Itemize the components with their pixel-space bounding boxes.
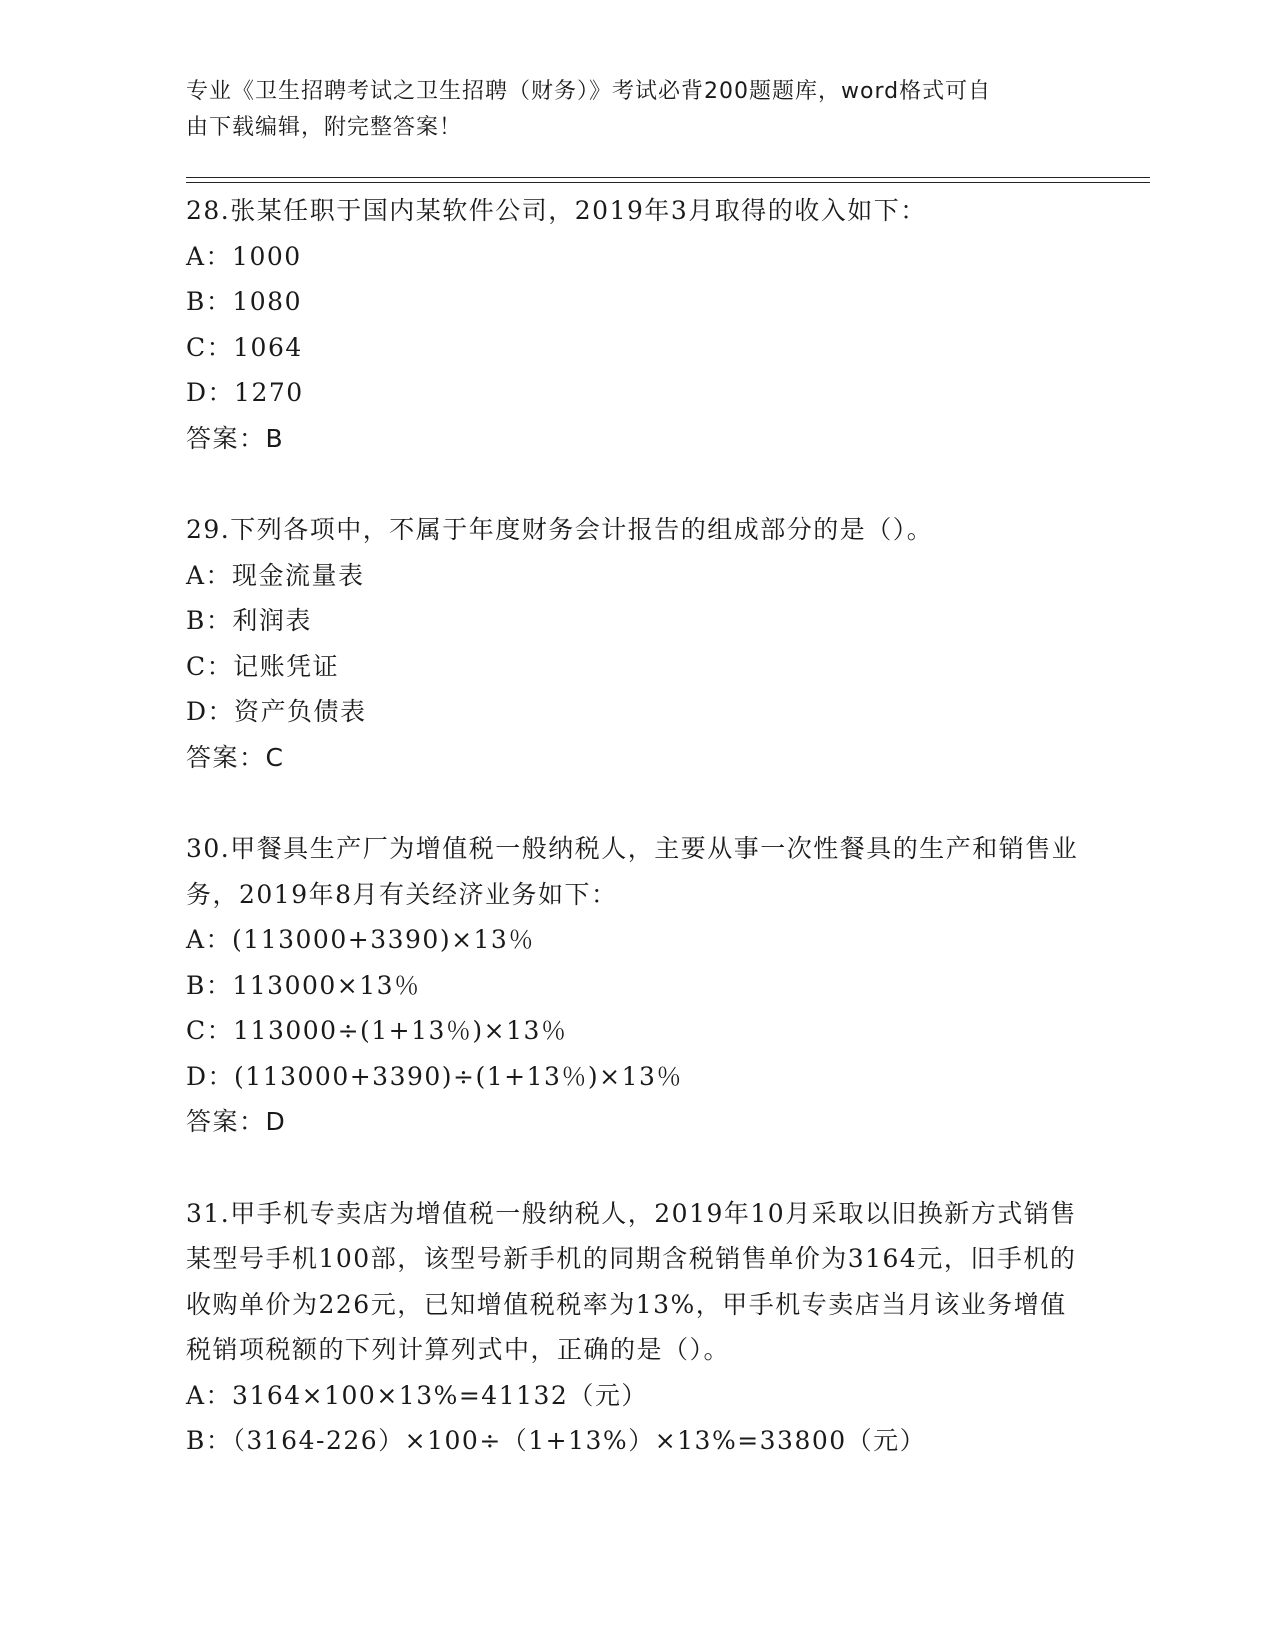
question-text: 29.下列各项中，不属于年度财务会计报告的组成部分的是（）。 [186,515,934,544]
header-line-1: 专业《卫生招聘考试之卫生招聘（财务）》考试必背200题题库，word格式可自 [186,79,992,104]
question-text: 30.甲餐具生产厂为增值税一般纳税人，主要从事一次性餐具的生产和销售业务，2019年8月有关经济业务如下： [186,834,1079,909]
question-29 [186,507,1086,780]
option-d: D：(113000+3390)÷(1+13％)×13％ [186,1061,683,1091]
answer: 答案：C [186,742,285,772]
option-c: C：1064 [186,332,303,362]
option-a: A：1000 [186,241,302,271]
option-a: A：(113000+3390)×13％ [186,925,535,954]
question-30 [186,826,1086,1145]
option-c: C：记账凭证 [186,651,340,681]
question-28 [186,188,1086,461]
option-d: D：1270 [186,378,304,407]
answer: 答案：D [186,1107,287,1136]
answer: 答案：B [186,423,285,453]
header-line-2: 由下载编辑，附完整答案！ [186,115,463,140]
question-text: 28.张某任职于国内某软件公司，2019年3月取得的收入如下： [186,196,927,225]
option-b: B：（3164-226）×100÷（1+13%）×13%=33800（元） [186,1426,927,1455]
option-d: D：资产负债表 [186,697,367,726]
option-a: A：3164×100×13%=41132（元） [186,1380,648,1410]
option-c: C：113000÷(1+13％)×13％ [186,1016,568,1045]
option-b: B：113000×13％ [186,970,421,1000]
question-31 [186,1191,1086,1464]
option-b: B：利润表 [186,606,312,635]
question-list [186,188,1086,1510]
option-b: B：1080 [186,287,302,316]
document-header [186,74,1066,146]
option-a: A：现金流量表 [186,560,365,590]
header-divider-bottom [186,182,1150,183]
header-divider-top [186,177,1150,178]
question-text: 31.甲手机专卖店为增值税一般纳税人，2019年10月采取以旧换新方式销售某型号手机100部，该型号新手机的同期含税销售单价为3164元，旧手机的收购单价为226元，已知增值税税率为13%，甲手机专卖店当月该业务增值税销项税额的下列计算列式中，正确的是（）。 [186,1198,1077,1364]
